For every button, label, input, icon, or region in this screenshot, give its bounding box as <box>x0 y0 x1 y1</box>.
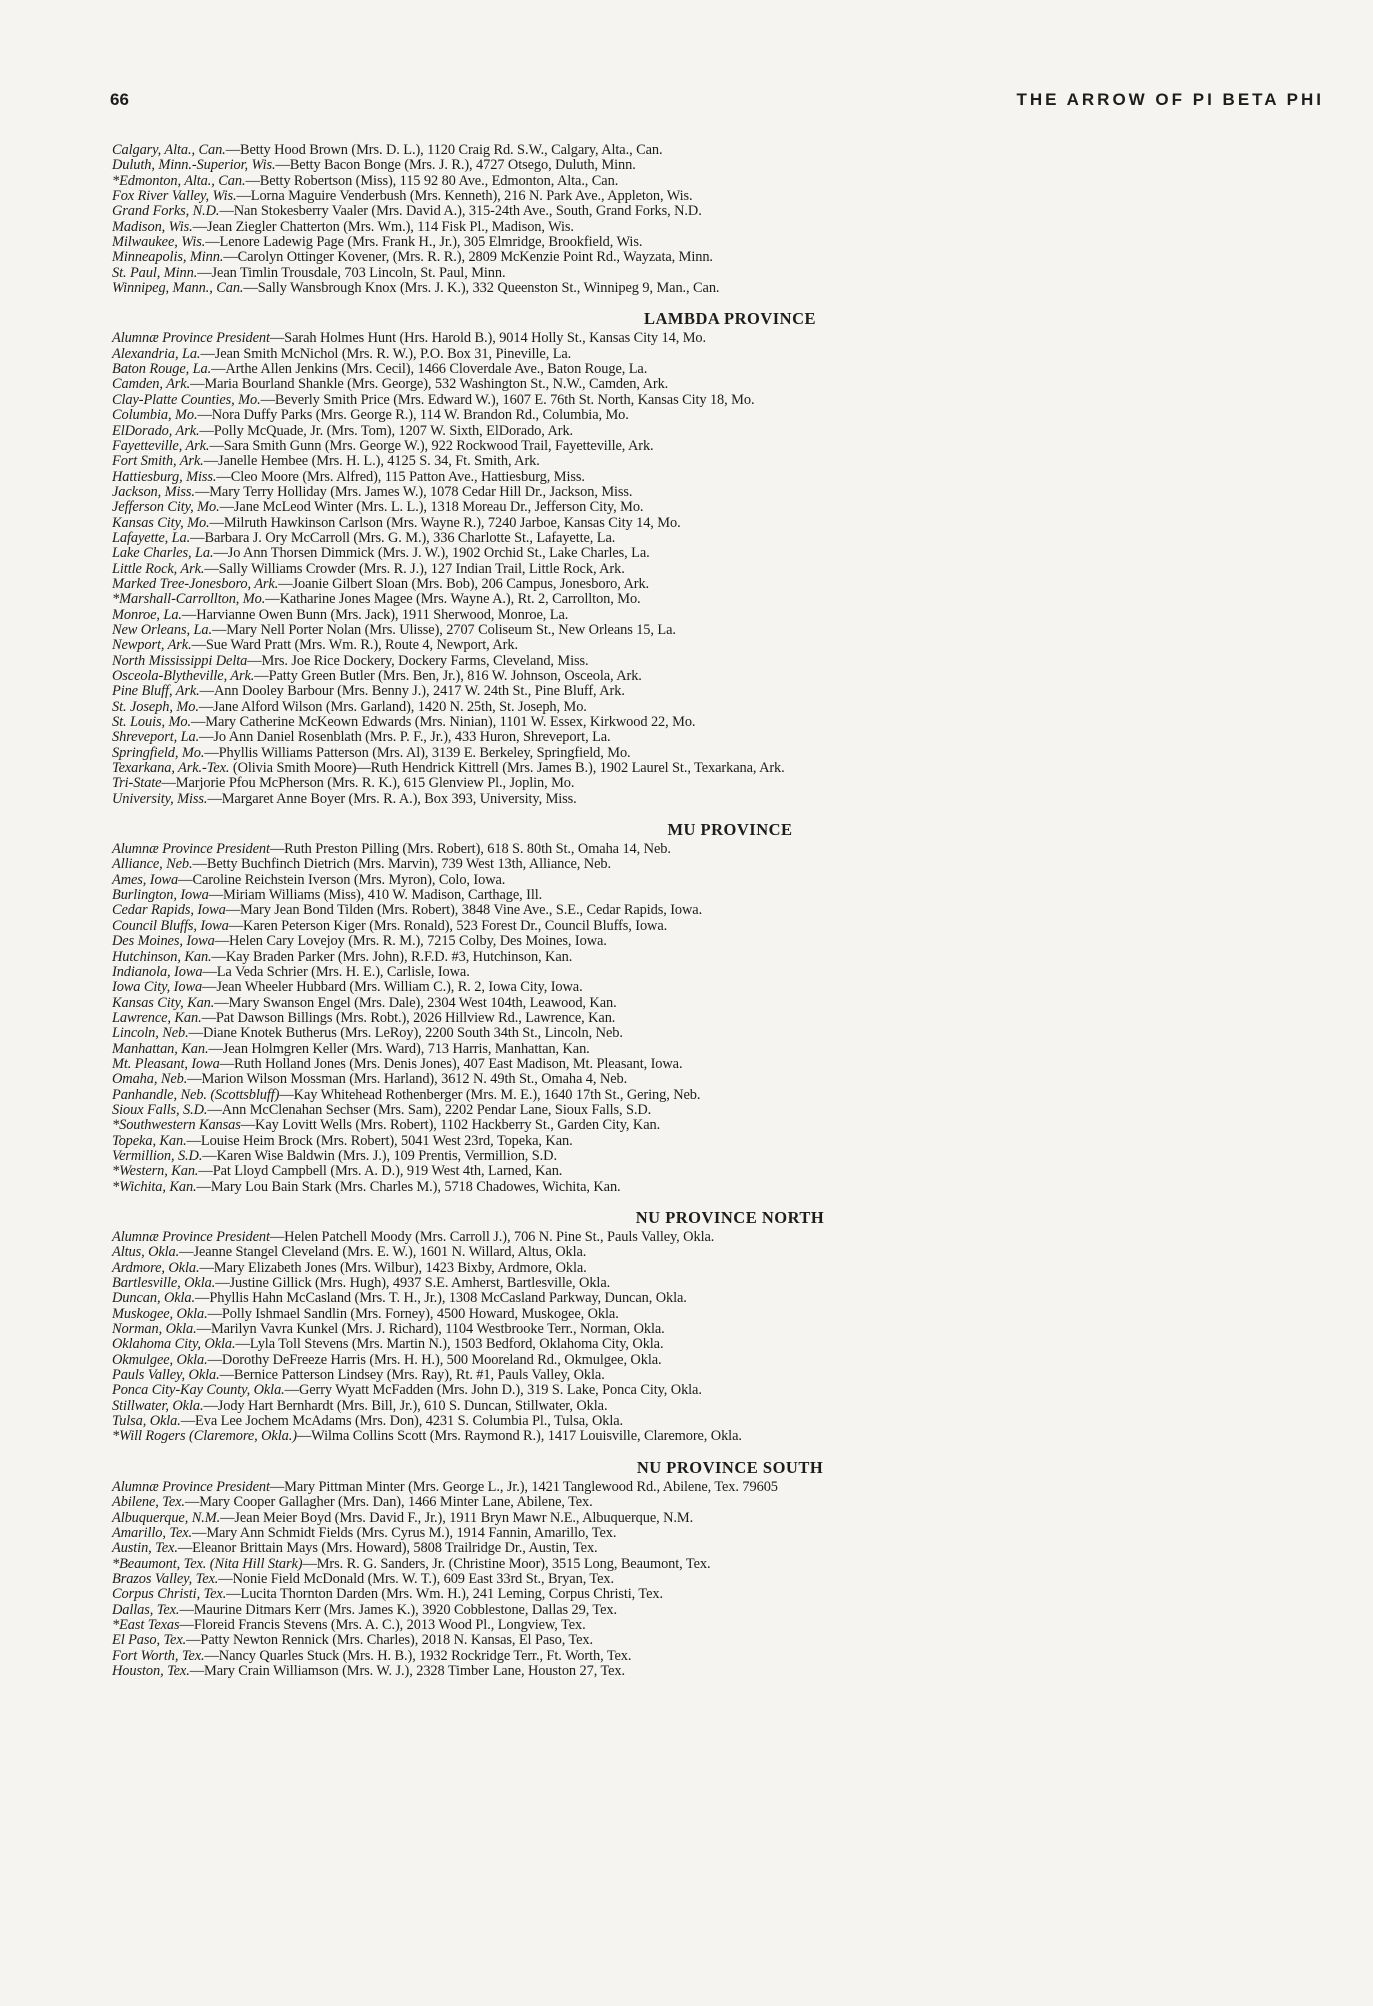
list-item <box>112 1337 1338 1352</box>
chapter-name: Okmulgee, Okla. <box>112 1351 208 1368</box>
chapter-name: Springfield, Mo. <box>112 744 205 761</box>
chapter-name: Kansas City, Mo. <box>112 514 210 531</box>
list-item <box>112 577 1338 592</box>
list-item <box>112 842 1338 857</box>
list-item <box>112 1230 1338 1245</box>
list-item <box>112 143 1338 158</box>
chapter-list <box>112 143 1338 296</box>
contact-details: —Eleanor Brittain Mays (Mrs. Howard), 5808 Trailridge Dr., Austin, Tex. <box>177 1540 598 1557</box>
list-item <box>112 393 1338 408</box>
chapter-name: Norman, Okla. <box>112 1321 197 1338</box>
chapter-name: University, Miss. <box>112 790 208 807</box>
contact-details: —Helen Cary Lovejoy (Mrs. R. M.), 7215 Colby, Des Moines, Iowa. <box>214 933 607 950</box>
chapter-name: New Orleans, La. <box>112 621 212 638</box>
list-item <box>112 189 1338 204</box>
province-heading: NU PROVINCE NORTH <box>635 1208 825 1227</box>
chapter-name: St. Louis, Mo. <box>112 714 191 731</box>
chapter-name: Camden, Ark. <box>112 376 191 393</box>
contact-details: —Jean Smith McNichol (Mrs. R. W.), P.O. Box 31, Pineville, La. <box>200 345 572 362</box>
list-item <box>112 1180 1338 1195</box>
province-heading: NU PROVINCE SOUTH <box>636 1457 824 1477</box>
contact-details: —Polly McQuade, Jr. (Mrs. Tom), 1207 W. Sixth, ElDorado, Ark. <box>199 422 574 439</box>
contact-details: —Phyllis Williams Patterson (Mrs. Al), 3139 E. Berkeley, Springfield, Mo. <box>204 744 631 761</box>
list-item <box>112 792 1338 807</box>
list-item <box>112 1134 1338 1149</box>
chapter-list <box>112 1480 1338 1679</box>
chapter-name: Albuquerque, N.M. <box>112 1509 221 1526</box>
list-item <box>112 1261 1338 1276</box>
chapter-name: Oklahoma City, Okla. <box>112 1336 236 1353</box>
contact-details: —Sally Williams Crowder (Mrs. R. J.), 127 Indian Trail, Little Rock, Ark. <box>204 560 625 577</box>
contact-details: —Jean Wheeler Hubbard (Mrs. William C.), R. 2, Iowa City, Iowa. <box>202 979 583 996</box>
contact-details: —Nonie Field McDonald (Mrs. W. T.), 609 East 33rd St., Bryan, Tex. <box>218 1570 614 1587</box>
chapter-name: Omaha, Neb. <box>112 1071 188 1088</box>
chapter-name: Duluth, Minn.-Superior, Wis. <box>112 157 276 174</box>
contact-details: —Mary Jean Bond Tilden (Mrs. Robert), 3848 Vine Ave., S.E., Cedar Rapids, Iowa. <box>225 902 703 919</box>
list-item <box>112 700 1338 715</box>
list-item <box>112 1495 1338 1510</box>
contact-details: —Diane Knotek Butherus (Mrs. LeRoy), 2200 South 34th St., Lincoln, Neb. <box>188 1025 623 1042</box>
list-item <box>112 1572 1338 1587</box>
list-item <box>112 1664 1338 1679</box>
chapter-name: Fox River Valley, Wis. <box>112 188 237 205</box>
contact-details: —Jane Alford Wilson (Mrs. Garland), 1420 N. 25th, St. Joseph, Mo. <box>198 698 587 715</box>
contact-details: —Mary Lou Bain Stark (Mrs. Charles M.), 5718 Chadowes, Wichita, Kan. <box>196 1178 621 1195</box>
list-item <box>112 1414 1338 1429</box>
contact-details: —Mary Pittman Minter (Mrs. George L., Jr.), 1421 Tanglewood Rd., Abilene, Tex. 79605 <box>269 1478 778 1495</box>
chapter-name: *Beaumont, Tex. (Nita Hill Stark) <box>112 1555 303 1572</box>
list-item <box>112 408 1338 423</box>
contact-details: —Kay Braden Parker (Mrs. John), R.F.D. #3, Hutchinson, Kan. <box>211 948 573 965</box>
chapter-name: Madison, Wis. <box>112 218 193 235</box>
chapter-name: Ames, Iowa <box>112 871 179 888</box>
list-item <box>112 1307 1338 1322</box>
contact-details: —Gerry Wyatt McFadden (Mrs. John D.), 319 S. Lake, Ponca City, Okla. <box>284 1382 702 1399</box>
chapter-name: *Wichita, Kan. <box>112 1178 197 1195</box>
list-item <box>112 888 1338 903</box>
list-item <box>112 377 1338 392</box>
contact-details: —Nancy Quarles Stuck (Mrs. H. B.), 1932 Rockridge Terr., Ft. Worth, Tex. <box>204 1647 632 1664</box>
contact-details: —Jo Ann Daniel Rosenblath (Mrs. P. F., Jr.), 433 Huron, Shreveport, La. <box>199 729 611 746</box>
list-item <box>112 485 1338 500</box>
contact-details: —Wilma Collins Scott (Mrs. Raymond R.), 1417 Louisville, Claremore, Okla. <box>296 1428 742 1445</box>
list-item <box>112 1383 1338 1398</box>
contact-details: —Maurine Ditmars Kerr (Mrs. James K.), 3920 Cobblestone, Dallas 29, Tex. <box>179 1601 617 1618</box>
chapter-name: Iowa City, Iowa <box>112 979 203 996</box>
contact-details: —Jo Ann Thorsen Dimmick (Mrs. J. W.), 1902 Orchid St., Lake Charles, La. <box>213 545 650 562</box>
chapter-name: Hutchinson, Kan. <box>112 948 212 965</box>
contact-details: —Kay Whitehead Rothenberger (Mrs. M. E.), 1640 17th St., Gering, Neb. <box>279 1086 701 1103</box>
contact-details: —Miriam Williams (Miss), 410 W. Madison, Carthage, Ill. <box>208 887 543 904</box>
contact-details: —Mary Crain Williamson (Mrs. W. J.), 2328 Timber Lane, Houston 27, Tex. <box>189 1662 626 1679</box>
contact-details: (Olivia Smith Moore)—Ruth Hendrick Kittrell (Mrs. James B.), 1902 Laurel St., Texarkana, Ark. <box>229 760 785 777</box>
list-item <box>112 1399 1338 1414</box>
contact-details: —Kay Lovitt Wells (Mrs. Robert), 1102 Hackberry St., Garden City, Kan. <box>240 1117 661 1134</box>
chapter-name: *East Texas <box>112 1616 180 1633</box>
chapter-name: Jackson, Miss. <box>112 483 195 500</box>
list-item <box>112 638 1338 653</box>
chapter-name: Fayetteville, Ark. <box>112 437 210 454</box>
contact-details: —Betty Buchfinch Dietrich (Mrs. Marvin), 739 West 13th, Alliance, Neb. <box>192 856 611 873</box>
list-item <box>112 654 1338 669</box>
chapter-name: Pauls Valley, Okla. <box>112 1367 220 1384</box>
list-item <box>112 1353 1338 1368</box>
list-item <box>112 439 1338 454</box>
list-item <box>112 235 1338 250</box>
chapter-name: Panhandle, Neb. (Scottsbluff) <box>112 1086 280 1103</box>
chapter-name: Hattiesburg, Miss. <box>112 468 217 485</box>
list-item <box>112 1541 1338 1556</box>
list-item <box>112 266 1338 281</box>
list-item <box>112 730 1338 745</box>
chapter-name: North Mississippi Delta <box>112 652 248 669</box>
contact-details: —Justine Gillick (Mrs. Hugh), 4937 S.E. Amherst, Bartlesville, Okla. <box>215 1275 611 1292</box>
chapter-name: St. Paul, Minn. <box>112 264 198 281</box>
contact-details: —Sarah Holmes Hunt (Hrs. Harold B.), 9014 Holly St., Kansas City 14, Mo. <box>269 330 706 347</box>
chapter-name: Mt. Pleasant, Iowa <box>112 1055 220 1072</box>
contact-details: —Lyla Toll Stevens (Mrs. Martin N.), 1503 Bedford, Oklahoma City, Okla. <box>235 1336 664 1353</box>
list-item <box>112 250 1338 265</box>
list-item <box>112 1587 1338 1602</box>
province-section <box>112 143 1338 296</box>
list-item <box>112 1026 1338 1041</box>
contact-details: —Ann Dooley Barbour (Mrs. Benny J.), 2417 W. 24th St., Pine Bluff, Ark. <box>199 683 625 700</box>
contact-details: —Betty Bacon Bonge (Mrs. J. R.), 4727 Otsego, Duluth, Minn. <box>275 157 636 174</box>
chapter-name: *Edmonton, Alta., Can. <box>112 172 246 189</box>
contact-details: —Floreid Francis Stevens (Mrs. A. C.), 2013 Wood Pl., Longview, Tex. <box>179 1616 586 1633</box>
chapter-name: Monroe, La. <box>112 606 182 623</box>
contact-details: —La Veda Schrier (Mrs. H. E.), Carlisle, Iowa. <box>202 963 470 980</box>
contact-details: —Betty Hood Brown (Mrs. D. L.), 1120 Craig Rd. S.W., Calgary, Alta., Can. <box>225 142 663 158</box>
list-item <box>112 761 1338 776</box>
chapter-name: Grand Forks, N.D. <box>112 203 220 220</box>
chapter-name: Lake Charles, La. <box>112 545 214 562</box>
chapter-name: Muskogee, Okla. <box>112 1305 208 1322</box>
chapter-name: Ponca City-Kay County, Okla. <box>112 1382 285 1399</box>
list-item <box>112 965 1338 980</box>
chapter-name: Minneapolis, Minn. <box>112 249 224 266</box>
contact-details: —Louise Heim Brock (Mrs. Robert), 5041 West 23rd, Topeka, Kan. <box>186 1132 573 1149</box>
contact-details: —Eva Lee Jochem McAdams (Mrs. Don), 4231 S. Columbia Pl., Tulsa, Okla. <box>180 1413 624 1430</box>
list-item <box>112 454 1338 469</box>
contact-details: —Harvianne Owen Bunn (Mrs. Jack), 1911 Sherwood, Monroe, La. <box>181 606 569 623</box>
chapter-name: Council Bluffs, Iowa <box>112 917 229 934</box>
contact-details: —Carolyn Ottinger Kovener, (Mrs. R. R.), 2809 McKenzie Point Rd., Wayzata, Minn. <box>223 249 713 266</box>
contact-details: —Jean Timlin Trousdale, 703 Lincoln, St. Paul, Minn. <box>197 264 506 281</box>
chapter-name: Altus, Okla. <box>112 1244 180 1261</box>
list-item <box>112 684 1338 699</box>
chapter-name: Baton Rouge, La. <box>112 361 212 378</box>
chapter-name: Manhattan, Kan. <box>112 1040 209 1057</box>
province-section <box>112 819 1338 1195</box>
contact-details: —Ruth Holland Jones (Mrs. Denis Jones), 407 East Madison, Mt. Pleasant, Iowa. <box>219 1055 683 1072</box>
list-item <box>112 623 1338 638</box>
contact-details: —Mrs. R. G. Sanders, Jr. (Christine Moor), 3515 Long, Beaumont, Tex. <box>302 1555 711 1572</box>
contact-details: —Marjorie Pfou McPherson (Mrs. R. K.), 615 Glenview Pl., Joplin, Mo. <box>161 775 575 792</box>
contact-details: —Mary Cooper Gallagher (Mrs. Dan), 1466 Minter Lane, Abilene, Tex. <box>184 1494 593 1511</box>
chapter-name: *Will Rogers (Claremore, Okla.) <box>112 1428 297 1445</box>
list-item <box>112 1322 1338 1337</box>
list-item <box>112 1149 1338 1164</box>
contact-details: —Polly Ishmael Sandlin (Mrs. Forney), 4500 Howard, Muskogee, Okla. <box>207 1305 619 1322</box>
contact-details: —Lucita Thornton Darden (Mrs. Wm. H.), 241 Leming, Corpus Christi, Tex. <box>226 1586 663 1603</box>
chapter-name: Calgary, Alta., Can. <box>112 142 226 158</box>
chapter-name: Ardmore, Okla. <box>112 1259 200 1276</box>
list-item <box>112 1118 1338 1133</box>
list-item <box>112 562 1338 577</box>
page-number: 66 <box>110 90 129 109</box>
chapter-name: *Southwestern Kansas <box>112 1117 241 1134</box>
list-item <box>112 1103 1338 1118</box>
list-item <box>112 1480 1338 1495</box>
chapter-name: Texarkana, Ark.-Tex. <box>112 760 230 777</box>
province-section <box>112 1207 1338 1445</box>
list-item <box>112 1633 1338 1648</box>
chapter-name: *Marshall-Carrollton, Mo. <box>112 591 266 608</box>
list-item <box>112 919 1338 934</box>
contact-details: —Mary Nell Porter Nolan (Mrs. Ulisse), 2707 Coliseum St., New Orleans 15, La. <box>211 621 676 638</box>
contact-details: —Jane McLeod Winter (Mrs. L. L.), 1318 Moreau Dr., Jefferson City, Mo. <box>219 499 644 516</box>
list-item <box>112 746 1338 761</box>
list-item <box>112 1276 1338 1291</box>
chapter-name: Alexandria, La. <box>112 345 201 362</box>
list-item <box>112 531 1338 546</box>
chapter-name: Indianola, Iowa <box>112 963 203 980</box>
chapter-name: Vermillion, S.D. <box>112 1147 203 1164</box>
list-item <box>112 608 1338 623</box>
list-item <box>112 500 1338 515</box>
list-item <box>112 220 1338 235</box>
chapter-name: Austin, Tex. <box>112 1540 178 1557</box>
chapter-name: Lincoln, Neb. <box>112 1025 189 1042</box>
contact-details: —Mary Terry Holliday (Mrs. James W.), 1078 Cedar Hill Dr., Jackson, Miss. <box>194 483 633 500</box>
contact-details: —Nora Duffy Parks (Mrs. George R.), 114 W. Brandon Rd., Columbia, Mo. <box>197 407 629 424</box>
chapter-name: Newport, Ark. <box>112 637 192 654</box>
chapter-name: Milwaukee, Wis. <box>112 234 206 251</box>
contact-details: —Patty Green Butler (Mrs. Ben, Jr.), 816 W. Johnson, Osceola, Ark. <box>254 668 642 684</box>
chapter-name: Alliance, Neb. <box>112 856 193 873</box>
list-item <box>112 1245 1338 1260</box>
chapter-name: Topeka, Kan. <box>112 1132 187 1149</box>
contact-details: —Marion Wilson Mossman (Mrs. Harland), 3612 N. 49th St., Omaha 4, Neb. <box>187 1071 628 1088</box>
contact-details: —Arthe Allen Jenkins (Mrs. Cecil), 1466 Cloverdale Ave., Baton Rouge, La. <box>211 361 648 378</box>
province-heading: MU PROVINCE <box>667 820 793 840</box>
list-item <box>112 857 1338 872</box>
chapter-name: Brazos Valley, Tex. <box>112 1570 219 1587</box>
contact-details: —Mary Catherine McKeown Edwards (Mrs. Ninian), 1101 W. Essex, Kirkwood 22, Mo. <box>190 714 696 731</box>
chapter-list <box>112 331 1338 807</box>
list-item <box>112 715 1338 730</box>
chapter-name: Tri-State <box>112 775 162 792</box>
chapter-name: Abilene, Tex. <box>112 1494 185 1511</box>
chapter-name: Alumnæ Province President <box>112 1478 270 1495</box>
chapter-name: Dallas, Tex. <box>112 1601 180 1618</box>
chapter-name: Des Moines, Iowa <box>112 933 215 950</box>
chapter-name: Cedar Rapids, Iowa <box>112 902 226 919</box>
list-item <box>112 174 1338 189</box>
chapter-name: Jefferson City, Mo. <box>112 499 220 516</box>
chapter-name: Shreveport, La. <box>112 729 200 746</box>
chapter-name: Clay-Platte Counties, Mo. <box>112 391 261 408</box>
list-item <box>112 934 1338 949</box>
list-item <box>112 950 1338 965</box>
list-item <box>112 1011 1338 1026</box>
contact-details: —Margaret Anne Boyer (Mrs. R. A.), Box 393, University, Miss. <box>207 790 577 807</box>
contact-details: —Pat Lloyd Campbell (Mrs. A. D.), 919 West 4th, Larned, Kan. <box>198 1163 563 1180</box>
list-item <box>112 980 1338 995</box>
contact-details: —Maria Bourland Shankle (Mrs. George), 532 Washington St., N.W., Camden, Ark. <box>190 376 669 393</box>
list-item <box>112 331 1338 346</box>
contact-details: —Bernice Patterson Lindsey (Mrs. Ray), Rt. #1, Pauls Valley, Okla. <box>219 1367 605 1384</box>
chapter-name: Lawrence, Kan. <box>112 1009 202 1026</box>
contact-details: —Jean Holmgren Keller (Mrs. Ward), 713 Harris, Manhattan, Kan. <box>208 1040 590 1057</box>
contact-details: —Cleo Moore (Mrs. Alfred), 115 Patton Ave., Hattiesburg, Miss. <box>216 468 585 485</box>
contact-details: —Jean Ziegler Chatterton (Mrs. Wm.), 114 Fisk Pl., Madison, Wis. <box>192 218 574 235</box>
list-item <box>112 1603 1338 1618</box>
list-item <box>112 669 1338 684</box>
contact-details: —Beverly Smith Price (Mrs. Edward W.), 1607 E. 76th St. North, Kansas City 18, Mo. <box>260 391 755 408</box>
contact-details: —Lorna Maguire Venderbush (Mrs. Kenneth), 216 N. Park Ave., Appleton, Wis. <box>236 188 693 205</box>
list-item <box>112 873 1338 888</box>
contact-details: —Jeanne Stangel Cleveland (Mrs. E. W.), 1601 N. Willard, Altus, Okla. <box>179 1244 587 1261</box>
list-item <box>112 1649 1338 1664</box>
chapter-name: Sioux Falls, S.D. <box>112 1101 208 1118</box>
list-item <box>112 1511 1338 1526</box>
list-item <box>112 516 1338 531</box>
contact-details: —Pat Dawson Billings (Mrs. Robt.), 2026 Hillview Rd., Lawrence, Kan. <box>201 1009 616 1026</box>
contact-details: —Helen Patchell Moody (Mrs. Carroll J.), 706 N. Pine St., Pauls Valley, Okla. <box>269 1229 715 1245</box>
directory-content <box>112 143 1338 1679</box>
chapter-name: Osceola-Blytheville, Ark. <box>112 668 255 684</box>
list-item <box>112 1057 1338 1072</box>
list-item <box>112 592 1338 607</box>
list-item <box>112 996 1338 1011</box>
contact-details: —Marilyn Vavra Kunkel (Mrs. J. Richard), 1104 Westbrooke Terr., Norman, Okla. <box>196 1321 665 1338</box>
list-item <box>112 1042 1338 1057</box>
list-item <box>112 1429 1338 1444</box>
contact-details: —Sally Wansbrough Knox (Mrs. J. K.), 332 Queenston St., Winnipeg 9, Man., Can. <box>243 280 720 297</box>
contact-details: —Milruth Hawkinson Carlson (Mrs. Wayne R.), 7240 Jarboe, Kansas City 14, Mo. <box>209 514 681 531</box>
chapter-name: Little Rock, Ark. <box>112 560 205 577</box>
contact-details: —Phyllis Hahn McCasland (Mrs. T. H., Jr.), 1308 McCasland Parkway, Duncan, Okla. <box>195 1290 687 1307</box>
list-item <box>112 1557 1338 1572</box>
chapter-name: Stillwater, Okla. <box>112 1397 204 1414</box>
province-section <box>112 308 1338 807</box>
chapter-name: Fort Smith, Ark. <box>112 453 204 470</box>
chapter-name: Columbia, Mo. <box>112 407 198 424</box>
list-item <box>112 546 1338 561</box>
chapter-name: Amarillo, Tex. <box>112 1524 193 1541</box>
list-item <box>112 1526 1338 1541</box>
chapter-name: Corpus Christi, Tex. <box>112 1586 227 1603</box>
chapter-name: Burlington, Iowa <box>112 887 209 904</box>
chapter-name: Pine Bluff, Ark. <box>112 683 200 700</box>
chapter-name: ElDorado, Ark. <box>112 422 200 439</box>
list-item <box>112 1618 1338 1633</box>
chapter-name: Tulsa, Okla. <box>112 1413 181 1430</box>
list-item <box>112 1291 1338 1306</box>
contact-details: —Karen Peterson Kiger (Mrs. Ronald), 523 Forest Dr., Council Bluffs, Iowa. <box>228 917 668 934</box>
chapter-name: Alumnæ Province President <box>112 330 270 347</box>
contact-details: —Patty Newton Rennick (Mrs. Charles), 2018 N. Kansas, El Paso, Tex. <box>186 1632 594 1649</box>
contact-details: —Karen Wise Baldwin (Mrs. J.), 109 Prentis, Vermillion, S.D. <box>202 1147 557 1164</box>
contact-details: —Mary Elizabeth Jones (Mrs. Wilbur), 1423 Bixby, Ardmore, Okla. <box>199 1259 587 1276</box>
list-item <box>112 158 1338 173</box>
chapter-name: Houston, Tex. <box>112 1662 190 1679</box>
province-heading: LAMBDA PROVINCE <box>643 309 817 329</box>
chapter-name: Kansas City, Kan. <box>112 994 215 1011</box>
contact-details: —Janelle Hembee (Mrs. H. L.), 4125 S. 34, Ft. Smith, Ark. <box>203 453 540 470</box>
chapter-name: Winnipeg, Mann., Can. <box>112 280 244 297</box>
chapter-name: St. Joseph, Mo. <box>112 698 199 715</box>
contact-details: —Sue Ward Pratt (Mrs. Wm. R.), Route 4, Newport, Ark. <box>191 637 518 654</box>
chapter-name: Duncan, Okla. <box>112 1290 196 1307</box>
contact-details: —Ann McClenahan Sechser (Mrs. Sam), 2202 Pendar Lane, Sioux Falls, S.D. <box>207 1101 652 1118</box>
list-item <box>112 424 1338 439</box>
chapter-name: Alumnæ Province President <box>112 1229 270 1245</box>
chapter-list <box>112 1230 1338 1445</box>
chapter-list <box>112 842 1338 1195</box>
list-item <box>112 1164 1338 1179</box>
contact-details: —Ruth Preston Pilling (Mrs. Robert), 618 S. 80th St., Omaha 14, Neb. <box>269 841 671 858</box>
contact-details: —Barbara J. Ory McCarroll (Mrs. G. M.), 336 Charlotte St., Lafayette, La. <box>190 529 616 546</box>
contact-details: —Lenore Ladewig Page (Mrs. Frank H., Jr.), 305 Elmridge, Brookfield, Wis. <box>205 234 643 251</box>
chapter-name: *Western, Kan. <box>112 1163 199 1180</box>
list-item <box>112 776 1338 791</box>
chapter-name: Fort Worth, Tex. <box>112 1647 205 1664</box>
chapter-name: Marked Tree-Jonesboro, Ark. <box>112 575 279 592</box>
chapter-name: Lafayette, La. <box>112 529 191 546</box>
contact-details: —Mary Ann Schmidt Fields (Mrs. Cyrus M.), 1914 Fannin, Amarillo, Tex. <box>192 1524 617 1541</box>
list-item <box>112 1088 1338 1103</box>
list-item <box>112 903 1338 918</box>
list-item <box>112 281 1338 296</box>
chapter-name: Bartlesville, Okla. <box>112 1275 216 1292</box>
chapter-name: El Paso, Tex. <box>112 1632 187 1649</box>
chapter-name: Alumnæ Province President <box>112 841 270 858</box>
list-item <box>112 470 1338 485</box>
province-section <box>112 1457 1338 1679</box>
list-item <box>112 1368 1338 1383</box>
contact-details: —Betty Robertson (Miss), 115 92 80 Ave., Edmonton, Alta., Can. <box>245 172 619 189</box>
contact-details: —Nan Stokesberry Vaaler (Mrs. David A.), 315-24th Ave., South, Grand Forks, N.D. <box>219 203 702 220</box>
contact-details: —Joanie Gilbert Sloan (Mrs. Bob), 206 Campus, Jonesboro, Ark. <box>278 575 650 592</box>
contact-details: —Katharine Jones Magee (Mrs. Wayne A.), Rt. 2, Carrollton, Mo. <box>265 591 641 608</box>
page-header <box>110 90 1324 116</box>
list-item <box>112 1072 1338 1087</box>
list-item <box>112 204 1338 219</box>
contact-details: —Caroline Reichstein Iverson (Mrs. Myron), Colo, Iowa. <box>178 871 506 888</box>
contact-details: —Dorothy DeFreeze Harris (Mrs. H. H.), 500 Mooreland Rd., Okmulgee, Okla. <box>207 1351 662 1368</box>
contact-details: —Jean Meier Boyd (Mrs. David F., Jr.), 1911 Bryn Mawr N.E., Albuquerque, N.M. <box>220 1509 694 1526</box>
contact-details: —Jody Hart Bernhardt (Mrs. Bill, Jr.), 610 S. Duncan, Stillwater, Okla. <box>203 1397 608 1414</box>
list-item <box>112 347 1338 362</box>
contact-details: —Mrs. Joe Rice Dockery, Dockery Farms, Cleveland, Miss. <box>247 652 589 669</box>
contact-details: —Mary Swanson Engel (Mrs. Dale), 2304 West 104th, Leawood, Kan. <box>214 994 617 1011</box>
journal-title: THE ARROW OF PI BETA PHI <box>1016 90 1324 109</box>
contact-details: —Sara Smith Gunn (Mrs. George W.), 922 Rockwood Trail, Fayetteville, Ark. <box>209 437 654 454</box>
list-item <box>112 362 1338 377</box>
